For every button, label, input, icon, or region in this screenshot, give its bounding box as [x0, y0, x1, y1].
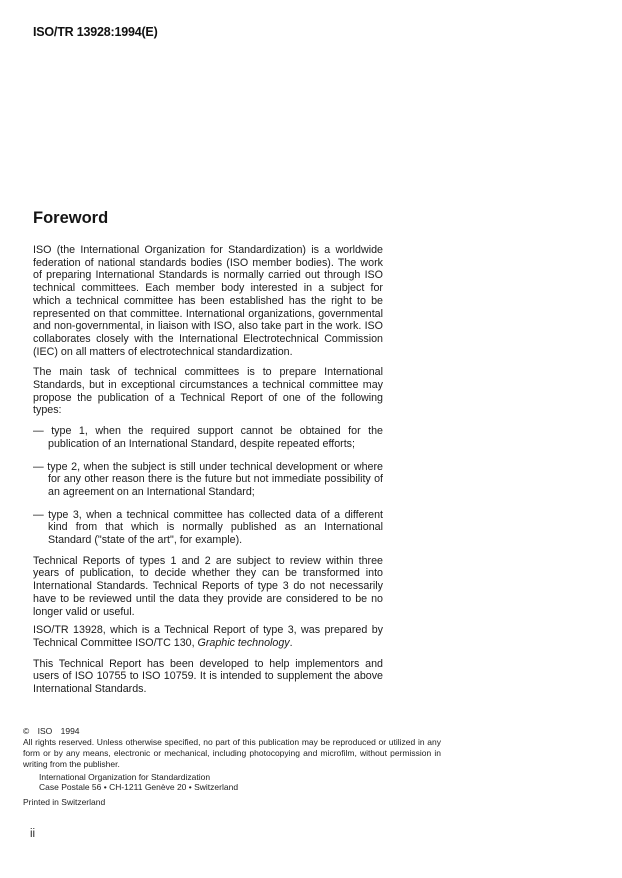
paragraph-prepared-by	[33, 624, 383, 649]
page-number: ii	[30, 828, 36, 840]
publisher-address: Case Postale 56 • CH-1211 Genève 20 • Switzerland	[39, 782, 239, 793]
list-item-type-2: — type 2, when the subject is still under technical development or where for any other reason there is the future but not immediate possibility of an agreement on an International Standard;	[33, 460, 383, 498]
copyright-notice: © ISO 1994	[23, 726, 80, 736]
paragraph-main-task: The main task of technical committees is to prepare International Standards, but in exceptional circumstances a technical committee may propose the publication of a Technical Report of one of the following types:	[33, 366, 383, 417]
list-item-type-1: — type 1, when the required support cannot be obtained for the publication of an International Standard, despite repeated efforts;	[33, 425, 383, 450]
paragraph-purpose: This Technical Report has been developed to help implementors and users of ISO 10755 to ISO 10759. It is intended to supplement the above International Standards.	[33, 657, 383, 696]
prepared-by-text: ISO/TR 13928, which is a Technical Report of type 3, was prepared by Technical Committee ISO/TC 130,	[33, 624, 383, 649]
foreword-title: Foreword	[33, 209, 109, 227]
doc-reference: ISO/TR 13928:1994(E)	[33, 25, 158, 39]
foreword-section	[33, 209, 383, 702]
list-item-type-3: — type 3, when a technical committee has collected data of a different kind from that which is normally published as an International Standard ("state of the art", for example).	[33, 508, 383, 547]
rights-statement: All rights reserved. Unless otherwise specified, no part of this publication may be reproduced or utilized in any form or by any means, electronic or mechanical, including photocopying and microfilm, without permission in writing from the publisher.	[23, 737, 441, 769]
committee-name-italic: Graphic technology	[197, 636, 290, 649]
paragraph-review: Technical Reports of types 1 and 2 are subject to review within three years of publication, to decide whether they can be transformed into International Standards. Technical Reports of type 3 do not necessarily have to be reviewed until the data they provide are considered to be no longer valid or useful.	[33, 554, 383, 618]
publisher-name: International Organization for Standardization	[39, 771, 211, 782]
publisher-block	[39, 772, 441, 793]
prepared-by-suffix: .	[289, 636, 293, 649]
paragraph-iso-intro: ISO (the International Organization for Standardization) is a worldwide federation of national standards bodies (ISO member bodies). The work of preparing International Standards is normally carried out through ISO technical committees. Each member body interested in a subject for which a technical committee has been established has the right to be represented on that committee. International organizations, governmental and non-governmental, in liaison with ISO, also take part in the work. ISO collaborates closely with the International Electrotechnical Commission (IEC) on all matters of electrotechnical standardization.	[33, 244, 383, 358]
copyright-block	[23, 726, 441, 808]
printed-note: Printed in Switzerland	[23, 797, 106, 808]
